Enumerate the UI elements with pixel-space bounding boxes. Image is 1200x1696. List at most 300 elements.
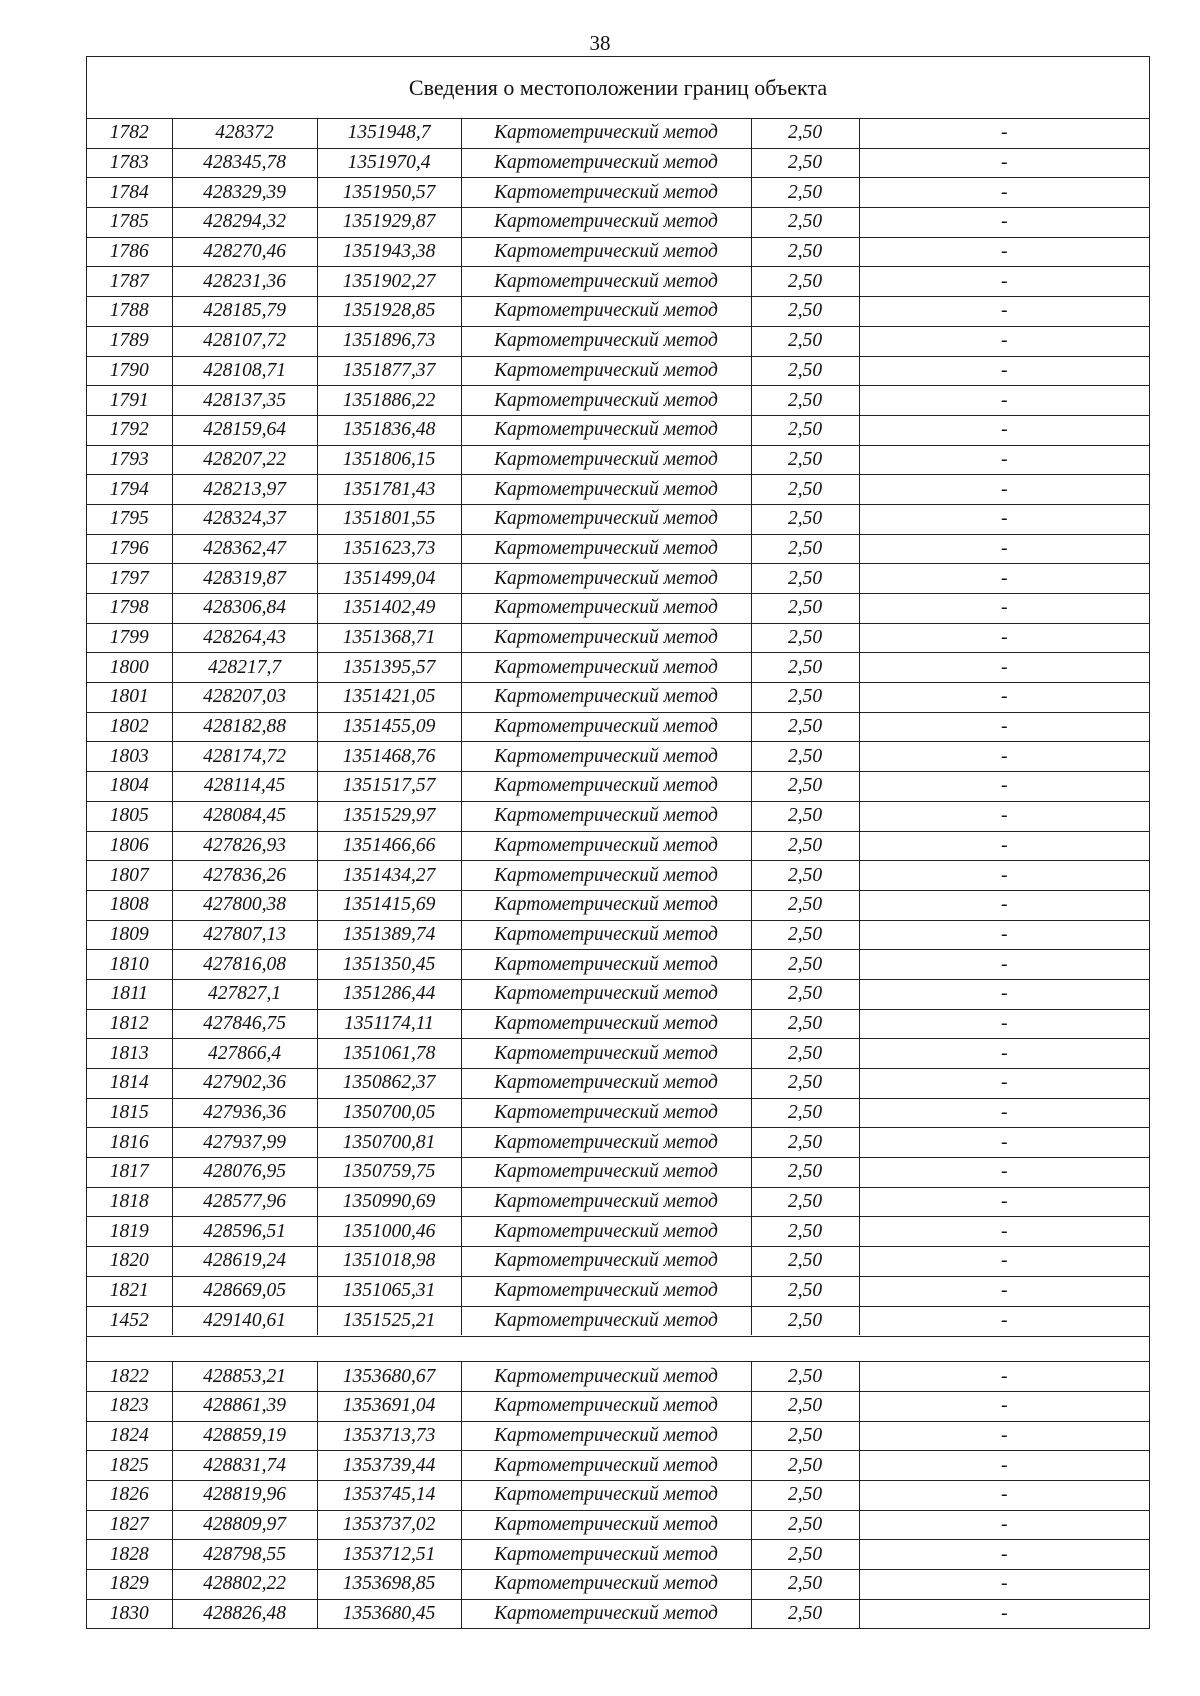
method-cell: Картометрический метод [461, 890, 751, 920]
method-cell: Картометрический метод [461, 1039, 751, 1069]
coord-x-cell: 428372 [172, 119, 317, 148]
description-cell: - [859, 475, 1149, 505]
method-cell: Картометрический метод [461, 1158, 751, 1188]
coord-y-cell: 1353680,45 [317, 1599, 461, 1628]
point-number-cell: 1819 [87, 1217, 172, 1247]
table-row [87, 504, 1149, 534]
point-number-cell: 1814 [87, 1069, 172, 1099]
table-row [87, 890, 1149, 920]
description-cell: - [859, 1158, 1149, 1188]
coord-x-cell: 427827,1 [172, 979, 317, 1009]
coord-y-cell: 1351781,43 [317, 475, 461, 505]
point-number-cell: 1811 [87, 979, 172, 1009]
description-cell: - [859, 1039, 1149, 1069]
table-row [87, 1187, 1149, 1217]
table-row [87, 1158, 1149, 1188]
coordinates-table-block-2 [87, 1362, 1149, 1628]
method-cell: Картометрический метод [461, 1306, 751, 1335]
description-cell: - [859, 178, 1149, 208]
point-number-cell: 1809 [87, 920, 172, 950]
method-cell: Картометрический метод [461, 148, 751, 178]
point-number-cell: 1817 [87, 1158, 172, 1188]
precision-cell: 2,50 [751, 1599, 859, 1628]
coord-y-cell: 1351499,04 [317, 564, 461, 594]
coord-y-cell: 1351368,71 [317, 623, 461, 653]
table-row [87, 623, 1149, 653]
table-row [87, 1098, 1149, 1128]
method-cell: Картометрический метод [461, 208, 751, 238]
coord-y-cell: 1351402,49 [317, 594, 461, 624]
precision-cell: 2,50 [751, 712, 859, 742]
coord-y-cell: 1351466,66 [317, 831, 461, 861]
method-cell: Картометрический метод [461, 772, 751, 802]
coord-x-cell: 428107,72 [172, 326, 317, 356]
point-number-cell: 1792 [87, 415, 172, 445]
precision-cell: 2,50 [751, 148, 859, 178]
table-row [87, 742, 1149, 772]
point-number-cell: 1808 [87, 890, 172, 920]
coord-x-cell: 427816,08 [172, 950, 317, 980]
precision-cell: 2,50 [751, 564, 859, 594]
point-number-cell: 1799 [87, 623, 172, 653]
method-cell: Картометрический метод [461, 1362, 751, 1391]
coord-y-cell: 1353698,85 [317, 1570, 461, 1600]
precision-cell: 2,50 [751, 534, 859, 564]
method-cell: Картометрический метод [461, 504, 751, 534]
precision-cell: 2,50 [751, 683, 859, 713]
point-number-cell: 1828 [87, 1540, 172, 1570]
description-cell: - [859, 653, 1149, 683]
coord-y-cell: 1351529,97 [317, 801, 461, 831]
point-number-cell: 1825 [87, 1451, 172, 1481]
precision-cell: 2,50 [751, 1187, 859, 1217]
point-number-cell: 1807 [87, 861, 172, 891]
point-number-cell: 1794 [87, 475, 172, 505]
description-cell: - [859, 742, 1149, 772]
coord-x-cell: 427846,75 [172, 1009, 317, 1039]
point-number-cell: 1805 [87, 801, 172, 831]
precision-cell: 2,50 [751, 208, 859, 238]
description-cell: - [859, 801, 1149, 831]
method-cell: Картометрический метод [461, 683, 751, 713]
method-cell: Картометрический метод [461, 1391, 751, 1421]
table-row [87, 386, 1149, 416]
method-cell: Картометрический метод [461, 623, 751, 653]
table-row [87, 920, 1149, 950]
coord-x-cell: 428831,74 [172, 1451, 317, 1481]
description-cell: - [859, 1247, 1149, 1277]
table-row [87, 1217, 1149, 1247]
description-cell: - [859, 326, 1149, 356]
coord-x-cell: 428319,87 [172, 564, 317, 594]
method-cell: Картометрический метод [461, 594, 751, 624]
precision-cell: 2,50 [751, 1098, 859, 1128]
coord-y-cell: 1351000,46 [317, 1217, 461, 1247]
method-cell: Картометрический метод [461, 1540, 751, 1570]
precision-cell: 2,50 [751, 623, 859, 653]
precision-cell: 2,50 [751, 445, 859, 475]
coord-y-cell: 1351421,05 [317, 683, 461, 713]
table-row [87, 237, 1149, 267]
coord-y-cell: 1350700,81 [317, 1128, 461, 1158]
coord-x-cell: 428853,21 [172, 1362, 317, 1391]
table-row [87, 1451, 1149, 1481]
coord-x-cell: 428809,97 [172, 1510, 317, 1540]
point-number-cell: 1452 [87, 1306, 172, 1335]
point-number-cell: 1785 [87, 208, 172, 238]
precision-cell: 2,50 [751, 920, 859, 950]
precision-cell: 2,50 [751, 1306, 859, 1335]
description-cell: - [859, 1098, 1149, 1128]
point-number-cell: 1793 [87, 445, 172, 475]
description-cell: - [859, 356, 1149, 386]
table-row [87, 1421, 1149, 1451]
precision-cell: 2,50 [751, 950, 859, 980]
coord-x-cell: 428114,45 [172, 772, 317, 802]
precision-cell: 2,50 [751, 178, 859, 208]
description-cell: - [859, 1362, 1149, 1391]
description-cell: - [859, 415, 1149, 445]
point-number-cell: 1796 [87, 534, 172, 564]
coord-y-cell: 1353691,04 [317, 1391, 461, 1421]
point-number-cell: 1827 [87, 1510, 172, 1540]
coord-y-cell: 1350700,05 [317, 1098, 461, 1128]
method-cell: Картометрический метод [461, 178, 751, 208]
coord-x-cell: 428619,24 [172, 1247, 317, 1277]
coord-y-cell: 1351928,85 [317, 297, 461, 327]
description-cell: - [859, 979, 1149, 1009]
table-row [87, 1128, 1149, 1158]
description-cell: - [859, 445, 1149, 475]
coord-x-cell: 428108,71 [172, 356, 317, 386]
table-row [87, 1069, 1149, 1099]
coord-y-cell: 1350862,37 [317, 1069, 461, 1099]
method-cell: Картометрический метод [461, 534, 751, 564]
coord-x-cell: 427836,26 [172, 861, 317, 891]
table-row [87, 297, 1149, 327]
point-number-cell: 1830 [87, 1599, 172, 1628]
coord-x-cell: 427807,13 [172, 920, 317, 950]
table-row [87, 178, 1149, 208]
precision-cell: 2,50 [751, 475, 859, 505]
point-number-cell: 1783 [87, 148, 172, 178]
point-number-cell: 1782 [87, 119, 172, 148]
point-number-cell: 1820 [87, 1247, 172, 1277]
method-cell: Картометрический метод [461, 297, 751, 327]
method-cell: Картометрический метод [461, 1570, 751, 1600]
description-cell: - [859, 950, 1149, 980]
table-row [87, 1480, 1149, 1510]
method-cell: Картометрический метод [461, 1217, 751, 1247]
precision-cell: 2,50 [751, 1247, 859, 1277]
point-number-cell: 1829 [87, 1570, 172, 1600]
precision-cell: 2,50 [751, 979, 859, 1009]
precision-cell: 2,50 [751, 326, 859, 356]
coord-x-cell: 428306,84 [172, 594, 317, 624]
precision-cell: 2,50 [751, 1480, 859, 1510]
coord-x-cell: 428159,64 [172, 415, 317, 445]
description-cell: - [859, 297, 1149, 327]
point-number-cell: 1810 [87, 950, 172, 980]
point-number-cell: 1813 [87, 1039, 172, 1069]
point-number-cell: 1800 [87, 653, 172, 683]
coord-x-cell: 428207,03 [172, 683, 317, 713]
description-cell: - [859, 504, 1149, 534]
coord-x-cell: 428324,37 [172, 504, 317, 534]
coord-y-cell: 1351806,15 [317, 445, 461, 475]
precision-cell: 2,50 [751, 386, 859, 416]
method-cell: Картометрический метод [461, 920, 751, 950]
method-cell: Картометрический метод [461, 564, 751, 594]
precision-cell: 2,50 [751, 1039, 859, 1069]
coord-x-cell: 428174,72 [172, 742, 317, 772]
description-cell: - [859, 1391, 1149, 1421]
point-number-cell: 1806 [87, 831, 172, 861]
coord-y-cell: 1351065,31 [317, 1276, 461, 1306]
precision-cell: 2,50 [751, 594, 859, 624]
coord-y-cell: 1351395,57 [317, 653, 461, 683]
description-cell: - [859, 1421, 1149, 1451]
method-cell: Картометрический метод [461, 979, 751, 1009]
coord-x-cell: 428819,96 [172, 1480, 317, 1510]
point-number-cell: 1826 [87, 1480, 172, 1510]
coord-y-cell: 1350990,69 [317, 1187, 461, 1217]
description-cell: - [859, 623, 1149, 653]
method-cell: Картометрический метод [461, 445, 751, 475]
method-cell: Картометрический метод [461, 386, 751, 416]
table-row [87, 1599, 1149, 1628]
method-cell: Картометрический метод [461, 475, 751, 505]
description-cell: - [859, 1217, 1149, 1247]
precision-cell: 2,50 [751, 1421, 859, 1451]
coord-y-cell: 1353680,67 [317, 1362, 461, 1391]
table-title: Сведения о местоположении границ объекта [87, 57, 1149, 119]
description-cell: - [859, 267, 1149, 297]
coord-y-cell: 1351415,69 [317, 890, 461, 920]
coord-x-cell: 428213,97 [172, 475, 317, 505]
coord-y-cell: 1353745,14 [317, 1480, 461, 1510]
precision-cell: 2,50 [751, 356, 859, 386]
table-row [87, 445, 1149, 475]
table-row [87, 653, 1149, 683]
point-number-cell: 1798 [87, 594, 172, 624]
coord-y-cell: 1351801,55 [317, 504, 461, 534]
method-cell: Картометрический метод [461, 415, 751, 445]
table-row [87, 1510, 1149, 1540]
description-cell: - [859, 772, 1149, 802]
point-number-cell: 1784 [87, 178, 172, 208]
description-cell: - [859, 861, 1149, 891]
coord-y-cell: 1351018,98 [317, 1247, 461, 1277]
coord-y-cell: 1351174,11 [317, 1009, 461, 1039]
precision-cell: 2,50 [751, 1451, 859, 1481]
coord-y-cell: 1351455,09 [317, 712, 461, 742]
precision-cell: 2,50 [751, 1510, 859, 1540]
description-cell: - [859, 564, 1149, 594]
point-number-cell: 1818 [87, 1187, 172, 1217]
table-row [87, 326, 1149, 356]
table-row [87, 801, 1149, 831]
description-cell: - [859, 712, 1149, 742]
table-row [87, 148, 1149, 178]
coord-y-cell: 1353713,73 [317, 1421, 461, 1451]
method-cell: Картометрический метод [461, 801, 751, 831]
point-number-cell: 1795 [87, 504, 172, 534]
coord-x-cell: 428084,45 [172, 801, 317, 831]
description-cell: - [859, 237, 1149, 267]
table-row [87, 683, 1149, 713]
coord-y-cell: 1351517,57 [317, 772, 461, 802]
table-row [87, 356, 1149, 386]
precision-cell: 2,50 [751, 1276, 859, 1306]
point-number-cell: 1788 [87, 297, 172, 327]
method-cell: Картометрический метод [461, 950, 751, 980]
description-cell: - [859, 534, 1149, 564]
coord-x-cell: 427826,93 [172, 831, 317, 861]
precision-cell: 2,50 [751, 1217, 859, 1247]
description-cell: - [1001, 1309, 1008, 1331]
coord-y-cell: 1351836,48 [317, 415, 461, 445]
coord-y-cell: 1351389,74 [317, 920, 461, 950]
coord-x-cell: 428231,36 [172, 267, 317, 297]
coord-y-cell: 1351929,87 [317, 208, 461, 238]
precision-cell: 2,50 [751, 1391, 859, 1421]
coord-x-cell: 427937,99 [172, 1128, 317, 1158]
description-cell: - [859, 1276, 1149, 1306]
precision-cell: 2,50 [751, 1570, 859, 1600]
method-cell: Картометрический метод [461, 1069, 751, 1099]
coord-x-cell: 428076,95 [172, 1158, 317, 1188]
precision-cell: 2,50 [751, 267, 859, 297]
table-row [87, 1247, 1149, 1277]
description-cell: - [859, 148, 1149, 178]
precision-cell: 2,50 [751, 742, 859, 772]
coord-y-cell: 1351877,37 [317, 356, 461, 386]
method-cell: Картометрический метод [461, 1276, 751, 1306]
table-row [87, 534, 1149, 564]
table-row [87, 475, 1149, 505]
coord-y-cell: 1351902,27 [317, 267, 461, 297]
coord-x-cell: 427902,36 [172, 1069, 317, 1099]
table-row [87, 979, 1149, 1009]
point-number-cell: 1803 [87, 742, 172, 772]
method-cell: Картометрический метод [461, 742, 751, 772]
coord-x-cell: 428826,48 [172, 1599, 317, 1628]
table-row [87, 119, 1149, 148]
point-number-cell: 1812 [87, 1009, 172, 1039]
description-cell: - [859, 386, 1149, 416]
description-cell: - [1001, 1603, 1008, 1625]
point-number-cell: 1822 [87, 1362, 172, 1391]
coord-y-cell: 1353737,02 [317, 1510, 461, 1540]
point-number-cell: 1804 [87, 772, 172, 802]
method-cell: Картометрический метод [461, 1187, 751, 1217]
coord-y-cell: 1351623,73 [317, 534, 461, 564]
precision-cell: 2,50 [751, 772, 859, 802]
point-number-cell: 1801 [87, 683, 172, 713]
method-cell: Картометрический метод [461, 712, 751, 742]
coord-x-cell: 428669,05 [172, 1276, 317, 1306]
coord-x-cell: 428182,88 [172, 712, 317, 742]
coord-y-cell: 1351943,38 [317, 237, 461, 267]
description-cell: - [859, 890, 1149, 920]
precision-cell: 2,50 [751, 890, 859, 920]
point-number-cell: 1791 [87, 386, 172, 416]
table-row [87, 1570, 1149, 1600]
point-number-cell: 1787 [87, 267, 172, 297]
method-cell: Картометрический метод [461, 1510, 751, 1540]
coord-x-cell: 428207,22 [172, 445, 317, 475]
description-cell: - [859, 208, 1149, 238]
coord-x-cell: 428185,79 [172, 297, 317, 327]
table-row [87, 1276, 1149, 1306]
table-row [87, 861, 1149, 891]
precision-cell: 2,50 [751, 653, 859, 683]
table-row [87, 208, 1149, 238]
method-cell: Картометрический метод [461, 1247, 751, 1277]
coord-x-cell: 428798,55 [172, 1540, 317, 1570]
table-row [87, 1306, 1149, 1335]
method-cell: Картометрический метод [461, 356, 751, 386]
precision-cell: 2,50 [751, 119, 859, 148]
table-row [87, 415, 1149, 445]
precision-cell: 2,50 [751, 1362, 859, 1391]
coord-y-cell: 1351948,7 [317, 119, 461, 148]
method-cell: Картометрический метод [461, 267, 751, 297]
coord-y-cell: 1351950,57 [317, 178, 461, 208]
point-number-cell: 1789 [87, 326, 172, 356]
coord-x-cell: 428217,7 [172, 653, 317, 683]
coord-y-cell: 1351434,27 [317, 861, 461, 891]
block-separator [87, 1336, 1149, 1362]
table-row [87, 1362, 1149, 1391]
description-cell: - [859, 119, 1149, 148]
description-cell: - [859, 683, 1149, 713]
coord-x-cell: 428859,19 [172, 1421, 317, 1451]
table-row [87, 950, 1149, 980]
description-cell: - [859, 1128, 1149, 1158]
table-row [87, 1009, 1149, 1039]
coord-x-cell: 428294,32 [172, 208, 317, 238]
precision-cell: 2,50 [751, 1158, 859, 1188]
point-number-cell: 1790 [87, 356, 172, 386]
point-number-cell: 1797 [87, 564, 172, 594]
coord-x-cell: 428137,35 [172, 386, 317, 416]
page-number: 38 [589, 31, 611, 55]
point-number-cell: 1824 [87, 1421, 172, 1451]
coord-y-cell: 1351061,78 [317, 1039, 461, 1069]
method-cell: Картометрический метод [461, 831, 751, 861]
description-cell: - [859, 1570, 1149, 1600]
coord-x-cell: 427936,36 [172, 1098, 317, 1128]
method-cell: Картометрический метод [461, 326, 751, 356]
method-cell: Картометрический метод [461, 1128, 751, 1158]
boundary-table-sheet [86, 56, 1150, 1629]
point-number-cell: 1816 [87, 1128, 172, 1158]
point-number-cell: 1802 [87, 712, 172, 742]
coordinates-table-block-1 [87, 119, 1149, 1335]
table-row [87, 267, 1149, 297]
coord-x-cell: 428270,46 [172, 237, 317, 267]
table-row [87, 712, 1149, 742]
coord-y-cell: 1351970,4 [317, 148, 461, 178]
point-number-cell: 1815 [87, 1098, 172, 1128]
coord-x-cell: 428345,78 [172, 148, 317, 178]
description-cell: - [859, 1009, 1149, 1039]
coord-y-cell: 1351525,21 [317, 1306, 461, 1335]
description-cell: - [859, 1510, 1149, 1540]
point-number-cell: 1786 [87, 237, 172, 267]
